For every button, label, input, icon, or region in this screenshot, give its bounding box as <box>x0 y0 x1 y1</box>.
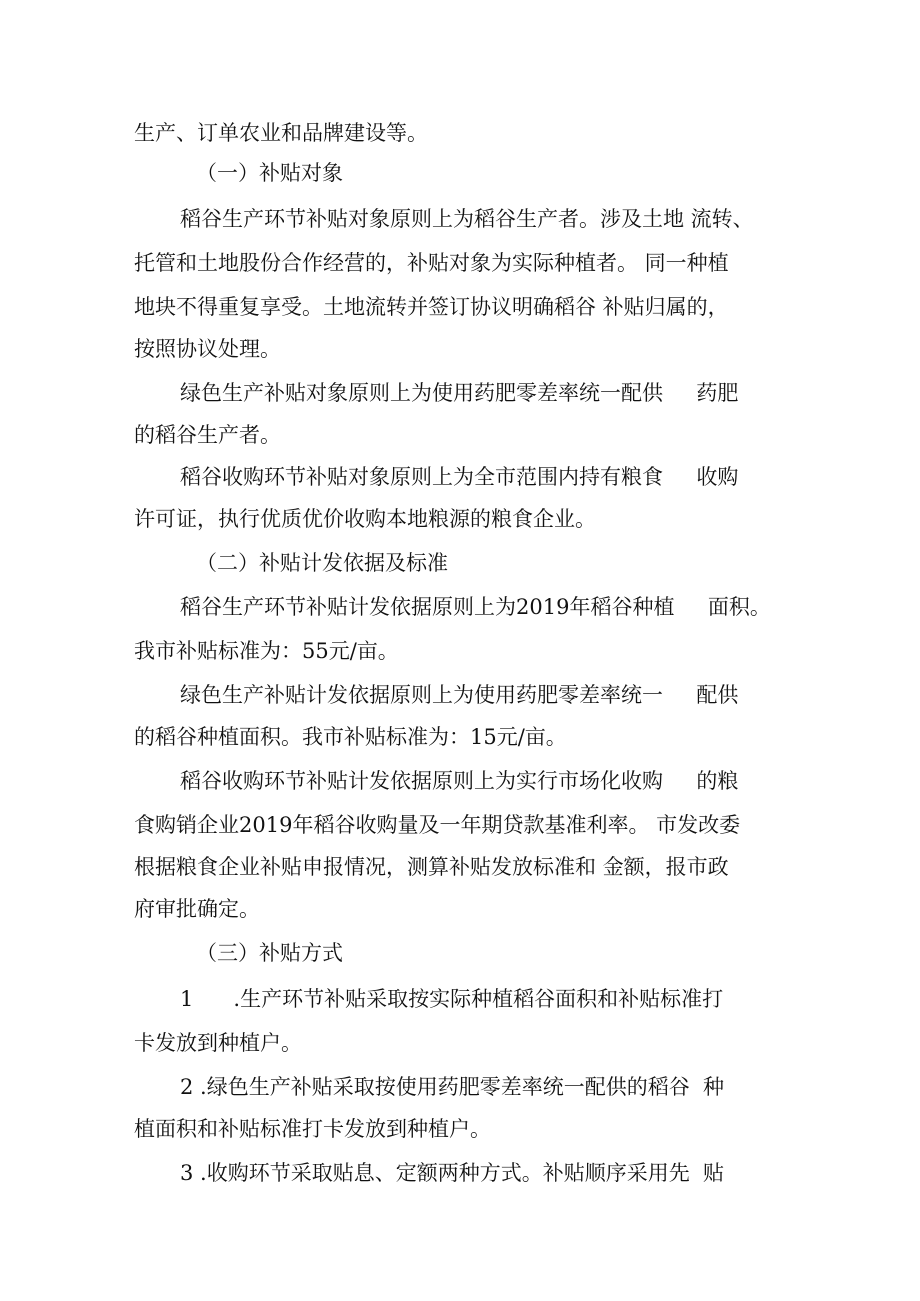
text-line: 府审批确定。 <box>134 897 260 921</box>
section-heading: （一）补贴对象 <box>196 161 343 185</box>
section-heading: （三）补贴方式 <box>196 941 343 965</box>
text-line: 稻谷收购环节补贴计发依据原则上为实行市场化收购 的粮 <box>180 769 739 793</box>
text-line: 根据粮食企业补贴申报情况，测算补贴发放标准和 金额，报市政 <box>134 855 729 879</box>
text-line: 稻谷生产环节补贴对象原则上为稻谷生产者。涉及土地 流转、 <box>180 207 754 231</box>
numbered-item: 3 .收购环节采取贴息、定额两种方式。补贴顺序采用先 贴 <box>180 1161 725 1185</box>
text-line: 稻谷收购环节补贴对象原则上为全市范围内持有粮食 收购 <box>180 465 739 489</box>
text-line: 植面积和补贴标准打卡发放到种植户。 <box>134 1117 491 1141</box>
text-line: 我市补贴标准为：55元/亩。 <box>134 639 399 663</box>
text-line: 的稻谷生产者。 <box>134 423 281 447</box>
text-line: 许可证，执行优质优价收购本地粮源的粮食企业。 <box>134 507 596 531</box>
text-line: 的稻谷种植面积。我市补贴标准为：15元/亩。 <box>134 725 567 749</box>
numbered-item: 2 .绿色生产补贴采取按使用药肥零差率统一配供的稻谷 种 <box>180 1075 725 1099</box>
text-line: 绿色生产补贴计发依据原则上为使用药肥零差率统一 配供 <box>180 683 739 707</box>
text-line: 生产、订单农业和品牌建设等。 <box>134 121 428 145</box>
text-line: 稻谷生产环节补贴计发依据原则上为2019年稻谷种植 面积。 <box>180 595 771 619</box>
numbered-item: 1 .生产环节补贴采取按实际种植稻谷面积和补贴标准打 <box>180 987 724 1011</box>
text-line: 地块不得重复享受。土地流转并签订协议明确稻谷 补贴归属的， <box>134 295 729 319</box>
text-line: 卡发放到种植户。 <box>134 1031 302 1055</box>
text-line: 绿色生产补贴对象原则上为使用药肥零差率统一配供 药肥 <box>180 381 739 405</box>
text-line: 按照协议处理。 <box>134 337 281 361</box>
section-heading: （二）补贴计发依据及标准 <box>196 551 448 575</box>
text-line: 托管和土地股份合作经营的，补贴对象为实际种植者。 同一种植 <box>134 251 729 275</box>
text-line: 食购销企业2019年稻谷收购量及一年期贷款基准利率。 市发改委 <box>134 813 741 837</box>
